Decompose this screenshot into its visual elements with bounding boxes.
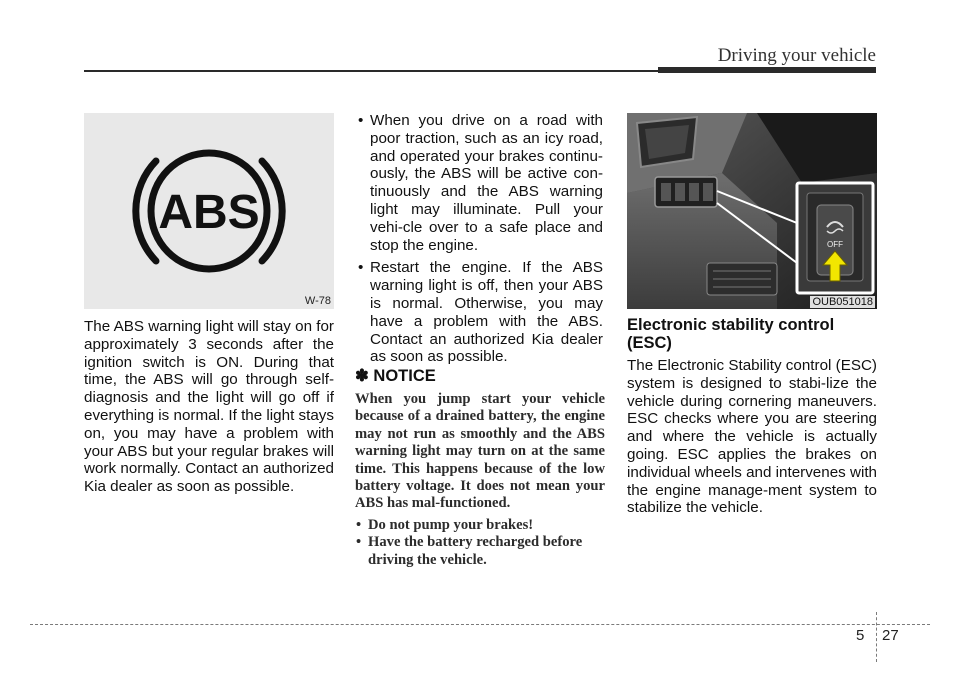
esc-section-heading: Electronic stability control (ESC) — [627, 316, 835, 352]
list-item — [355, 259, 603, 366]
esc-description-paragraph: The Electronic Stability control (ESC) system is designed to stabi-lize the vehicle during cornering maneuvers. ESC checks where you are steering and where the vehicle is actually going. ESC applies the brakes on individual wheels and intervenes with the engine manage-ment system to stabilize the vehicle. — [627, 357, 877, 517]
notice-body: When you jump start your vehicle because of a drained battery, the engine may not run as smoothly and the ABS warning light may turn on at the same time. This happens because of the low battery voltage. It does not mean your ABS has mal-functioned. — [355, 391, 605, 512]
notice-item-text: Do not pump your brakes! — [368, 517, 534, 533]
bullet-text: Restart the engine. If the ABS warning light is off, then your ABS is normal. Otherwise, you may have a problem with the ABS. Contact an authorized Kia dealer as soon as possible. — [370, 259, 603, 366]
header-rule-accent — [658, 67, 876, 73]
figure-label: OUB051018 — [812, 296, 873, 308]
bullet-marker: • — [356, 534, 362, 551]
abs-warning-light-figure — [84, 113, 334, 309]
notice-item-text: Have the battery recharged before driving the vehicle. — [368, 534, 583, 568]
page-number-divider — [876, 612, 877, 662]
abs-warning-paragraph: The ABS warning light will stay on for approximately 3 seconds after the ignition switch is ON. During that time, the ABS will go through self-diagnosis and the light will go off if everything is normal. If the light stays on, you may have a problem with your ABS but your regular brakes will work normally. Contact an authorized Kia dealer as soon as possible. — [84, 318, 334, 496]
notice-symbol-icon: ✽ — [355, 367, 369, 385]
bullet-marker: • — [358, 112, 364, 129]
bullet-marker: • — [356, 517, 362, 533]
figure-label: W-78 — [304, 295, 331, 307]
abs-bullet-list — [355, 112, 603, 371]
page-number: 27 — [882, 627, 899, 644]
footer-rule — [30, 624, 930, 625]
abs-symbol-text: ABS — [158, 186, 260, 239]
chapter-number: 5 — [856, 627, 865, 644]
list-item — [355, 517, 605, 534]
notice-title: NOTICE — [373, 367, 436, 385]
running-header: Driving your vehicle — [717, 45, 876, 66]
bullet-marker: • — [358, 259, 364, 277]
list-item — [355, 112, 603, 254]
list-item — [355, 534, 605, 569]
esc-off-label: OFF — [827, 240, 843, 249]
bullet-text: When you drive on a road with poor traction, such as an icy road, and operated your brakes continu-ously, the ABS will be active con-tinuously and the ABS warning light may illuminate. Pull your vehi-cle over to a safe place and stop the engine. — [370, 112, 603, 254]
abs-warning-icon — [84, 113, 334, 309]
dashboard-illustration — [627, 113, 877, 309]
notice-list — [355, 517, 605, 569]
esc-button-photo — [627, 113, 877, 309]
notice-heading — [355, 366, 436, 386]
